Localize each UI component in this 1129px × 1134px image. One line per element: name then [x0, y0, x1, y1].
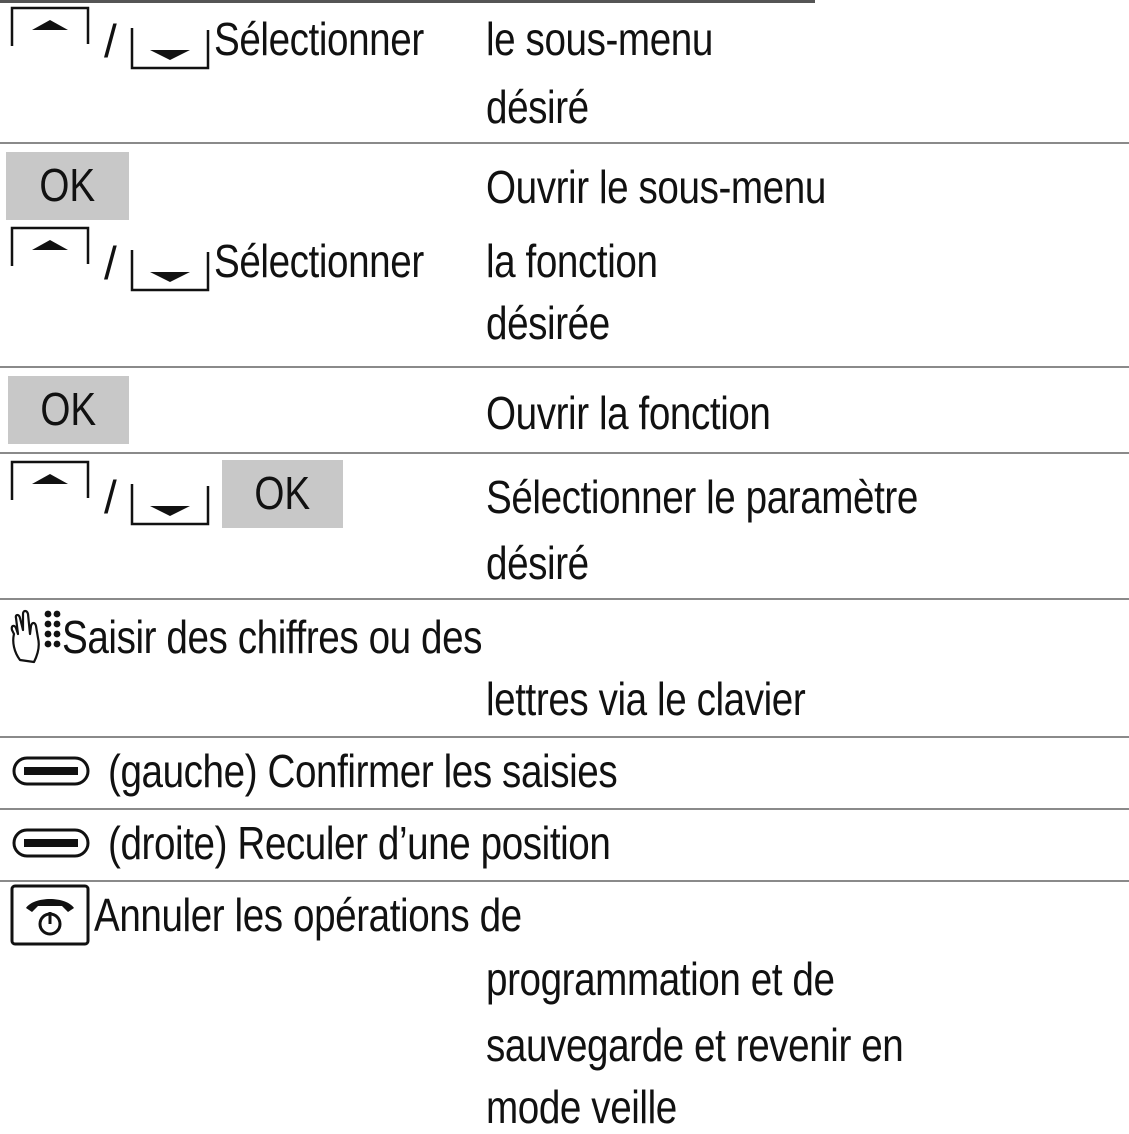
row-description-cont: sauvegarde et revenir en — [486, 1019, 904, 1071]
down-arrow-key-icon — [130, 26, 210, 70]
row-description: le sous-menu — [486, 13, 713, 65]
row-description-cont: désiré — [486, 81, 589, 133]
divider — [0, 366, 1129, 368]
up-arrow-key-icon — [10, 6, 90, 48]
key-separator: / — [104, 15, 117, 67]
row-description: la fonction — [486, 235, 658, 287]
row-description: Sélectionner le paramètre — [486, 471, 918, 523]
end-call-icon — [10, 884, 90, 946]
softkey-icon — [12, 756, 90, 786]
row-description-cont: mode veille — [486, 1081, 677, 1133]
row-label: Saisir des chiffres ou des — [62, 611, 483, 663]
row-label: Sélectionner — [214, 235, 424, 287]
ok-button: OK — [8, 376, 129, 444]
row-description-cont: lettres via le clavier — [486, 673, 806, 725]
row-description: Ouvrir le sous-menu — [486, 161, 826, 213]
softkey-icon — [12, 828, 90, 858]
row-label: (gauche) Confirmer les saisies — [108, 745, 618, 797]
divider — [0, 880, 1129, 882]
row-label: (droite) Reculer d’une position — [108, 817, 611, 869]
row-description-cont: désirée — [486, 297, 610, 349]
divider — [0, 142, 1129, 144]
divider — [0, 452, 1129, 454]
ok-button: OK — [6, 152, 129, 220]
divider — [0, 598, 1129, 600]
row-description-cont: désiré — [486, 537, 589, 589]
row-description-cont: programmation et de — [486, 953, 835, 1005]
up-arrow-key-icon — [10, 226, 90, 268]
divider — [0, 808, 1129, 810]
top-border — [0, 0, 815, 3]
row-label: Annuler les opérations de — [94, 889, 522, 941]
divider — [0, 736, 1129, 738]
keypad-hand-icon — [8, 604, 64, 666]
row-label: Sélectionner — [214, 13, 424, 65]
row-description: Ouvrir la fonction — [486, 387, 771, 439]
down-arrow-key-icon — [130, 482, 210, 526]
up-arrow-key-icon — [10, 460, 90, 502]
key-separator: / — [104, 471, 117, 523]
ok-button: OK — [222, 460, 343, 528]
down-arrow-key-icon — [130, 248, 210, 292]
key-separator: / — [104, 237, 117, 289]
